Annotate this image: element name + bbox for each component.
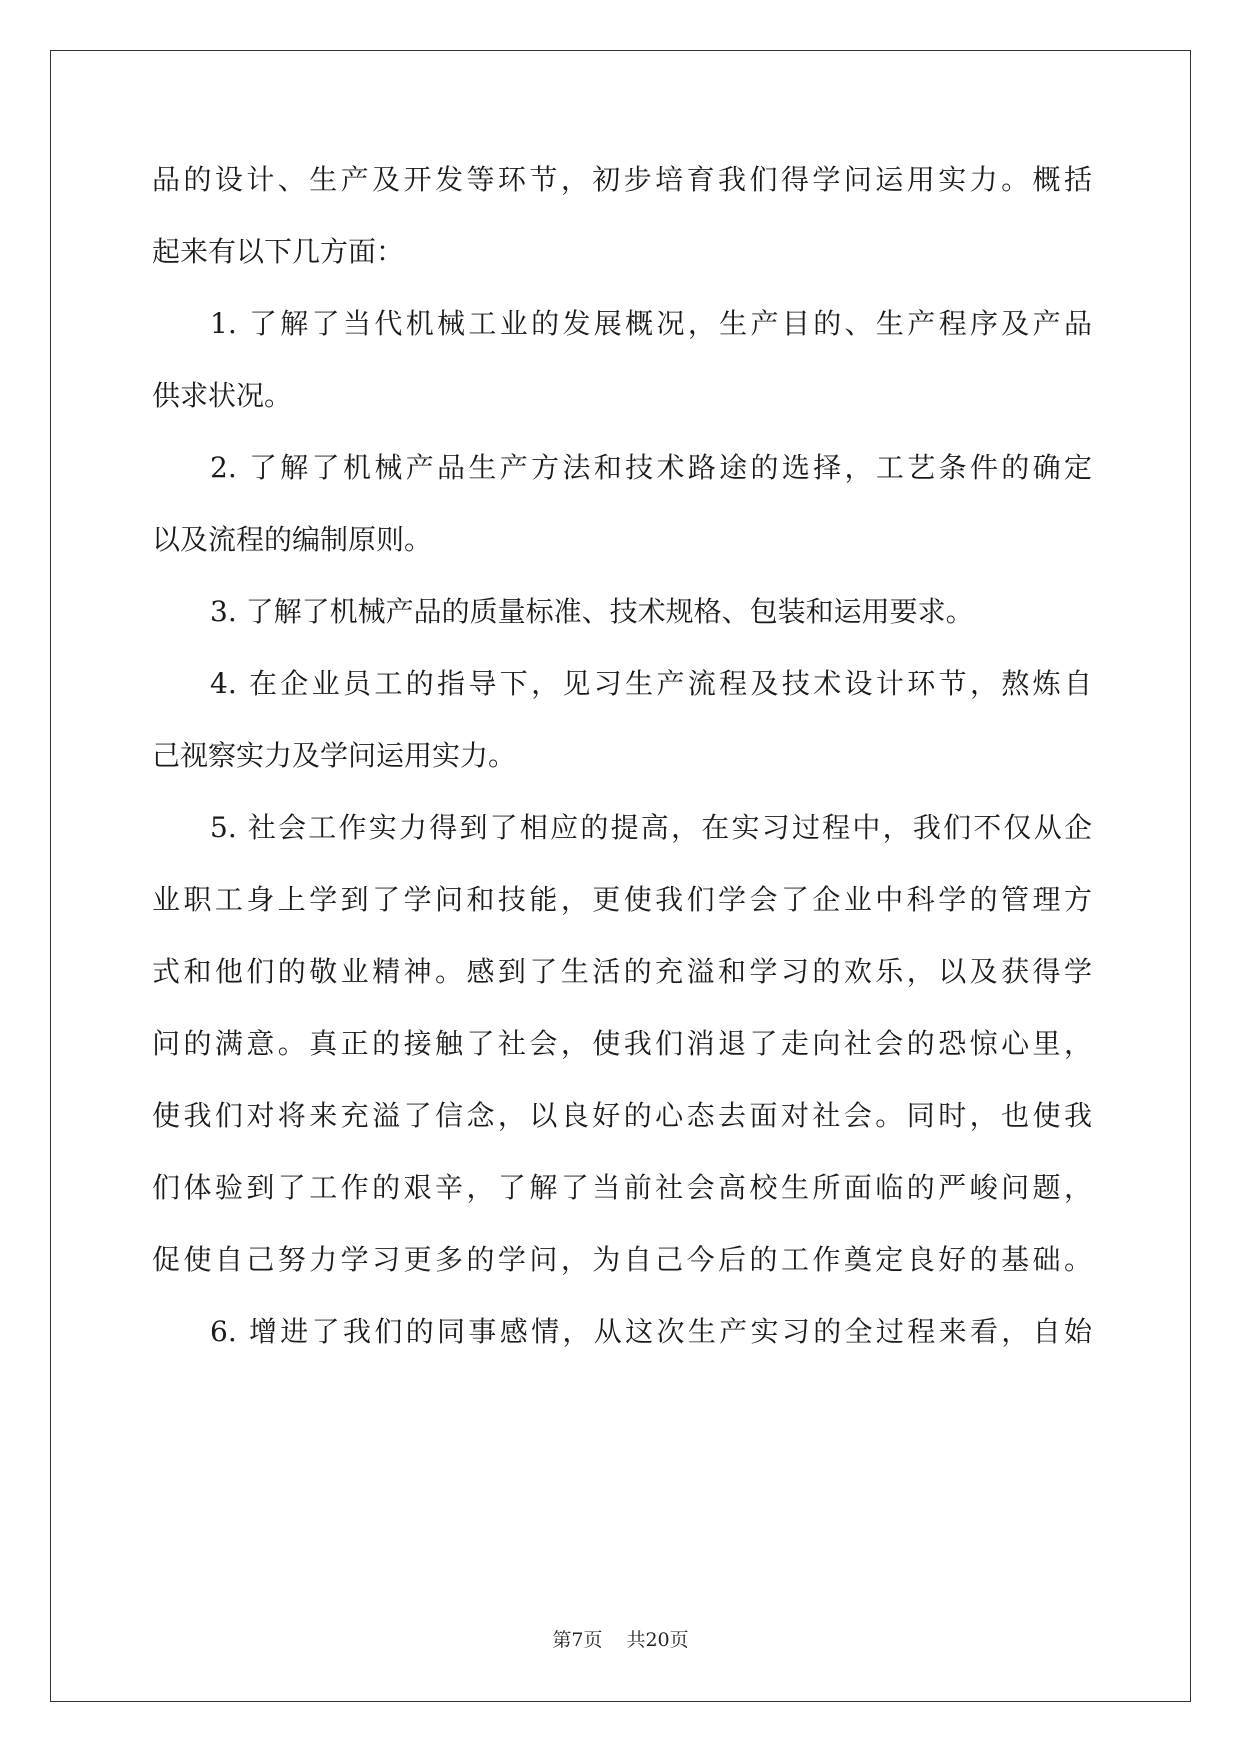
- text-line: 己视察实力及学问运用实力。: [152, 739, 517, 772]
- text-line: 供求状况。: [152, 379, 293, 412]
- list-item-2: 2. 了解了机械产品生产方法和技术路途的选择，工艺条件的确定: [210, 451, 1092, 484]
- text-line: 起来有以下几方面：: [152, 235, 405, 268]
- list-item-6: 6. 增进了我们的同事感情，从这次生产实习的全过程来看，自始: [210, 1315, 1092, 1348]
- text-line: 促使自己努力学习更多的学问，为自己今后的工作奠定良好的基础。: [152, 1243, 1092, 1276]
- page-footer: [0, 1628, 1241, 1652]
- text-line: 们体验到了工作的艰辛，了解了当前社会高校生所面临的严峻问题，: [152, 1171, 1092, 1204]
- text-line: 以及流程的编制原则。: [152, 523, 433, 556]
- list-item-1: 1. 了解了当代机械工业的发展概况，生产目的、生产程序及产品: [210, 307, 1092, 340]
- list-item-3: 3. 了解了机械产品的质量标准、技术规格、包装和运用要求。: [210, 595, 974, 628]
- text-line: 式和他们的敬业精神。感到了生活的充溢和学习的欢乐，以及获得学: [152, 955, 1092, 988]
- text-line: 业职工身上学到了学问和技能，更使我们学会了企业中科学的管理方: [152, 883, 1092, 916]
- text-line: 问的满意。真正的接触了社会，使我们消退了走向社会的恐惊心里，: [152, 1027, 1092, 1060]
- list-item-4: 4. 在企业员工的指导下，见习生产流程及技术设计环节，熬炼自: [210, 667, 1092, 700]
- page-number: 第7页: [552, 1629, 603, 1651]
- page-border: [50, 50, 1191, 1702]
- page-total: 共20页: [626, 1629, 689, 1651]
- text-line: 使我们对将来充溢了信念，以良好的心态去面对社会。同时，也使我: [152, 1099, 1092, 1132]
- list-item-5: 5. 社会工作实力得到了相应的提高，在实习过程中，我们不仅从企: [210, 811, 1092, 844]
- text-line: 品的设计、生产及开发等环节，初步培育我们得学问运用实力。概括: [152, 163, 1092, 196]
